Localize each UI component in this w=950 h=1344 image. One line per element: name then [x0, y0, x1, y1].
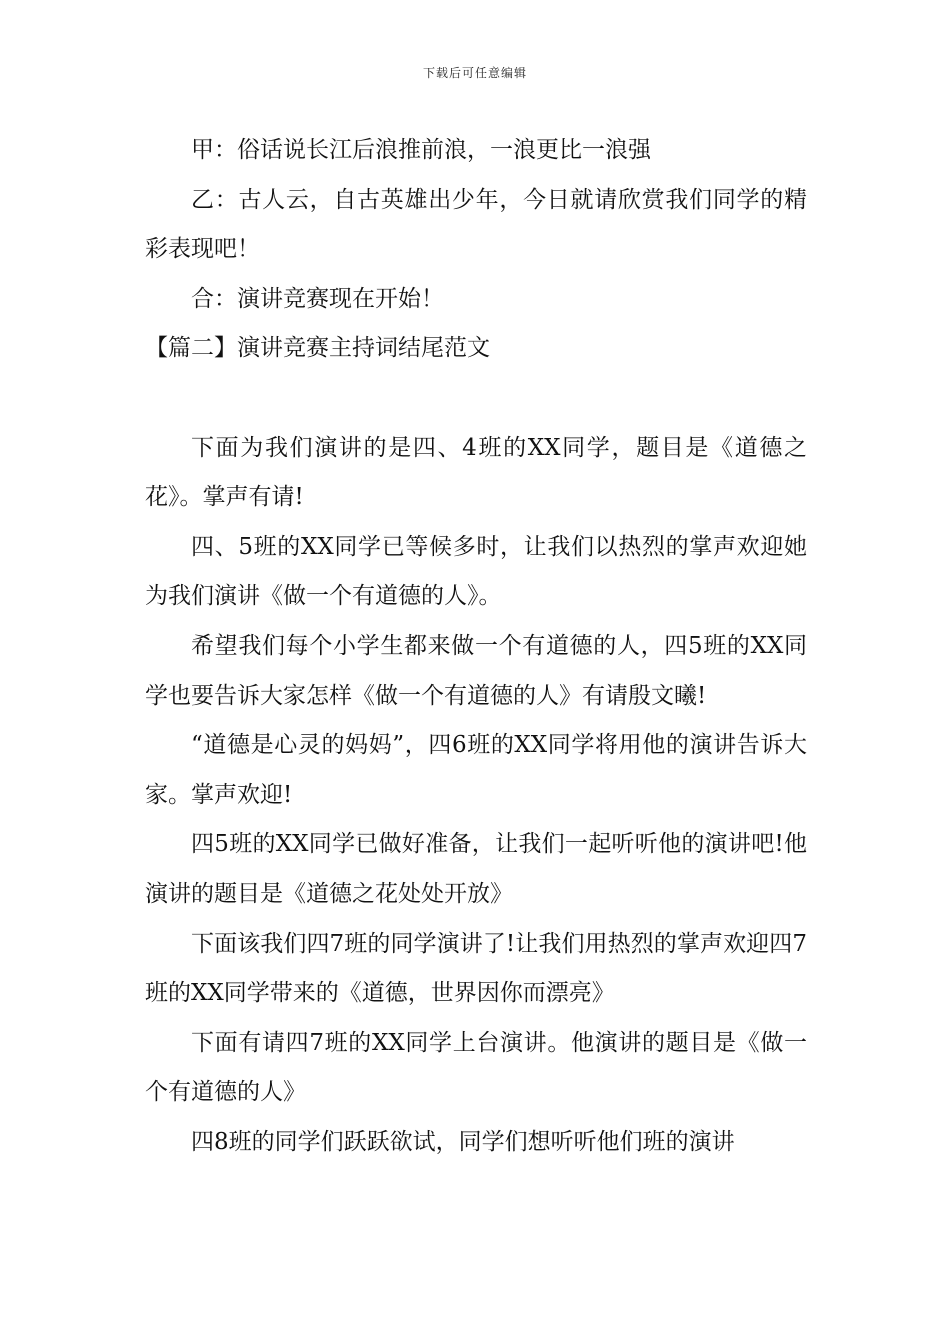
- dialogue-line-yi: 乙：古人云，自古英雄出少年，今日就请欣赏我们同学的精彩表现吧！: [145, 186, 807, 263]
- document-body: [145, 126, 807, 1167]
- paragraph-8: 四8班的同学们跃跃欲试，同学们想听听他们班的演讲: [191, 1128, 735, 1155]
- paragraph-3: 希望我们每个小学生都来做一个有道德的人，四5班的XX同学也要告诉大家怎样《做一个有道德的人》有请殷文曦!: [145, 632, 807, 709]
- page-header: 下载后可任意编辑: [422, 66, 527, 80]
- dialogue-line-jia: 甲：俗话说长江后浪推前浪，一浪更比一浪强: [191, 137, 651, 163]
- paragraph-5: 四5班的XX同学已做好准备，让我们一起听听他的演讲吧!他演讲的题目是《道德之花处处开放》: [145, 831, 807, 907]
- paragraph-4: “道德是心灵的妈妈”，四6班的XX同学将用他的演讲告诉大家。掌声欢迎!: [145, 732, 807, 808]
- paragraph-7: 下面有请四7班的XX同学上台演讲。他演讲的题目是《做一个有道德的人》: [145, 1029, 807, 1106]
- paragraph-6: 下面该我们四7班的同学演讲了!让我们用热烈的掌声欢迎四7班的XX同学带来的《道德，世界因你而漂亮》: [145, 930, 807, 1007]
- dialogue-line-he: 合：演讲竞赛现在开始！: [191, 285, 444, 312]
- paragraph-2: 四、5班的XX同学已等候多时，让我们以热烈的掌声欢迎她为我们演讲《做一个有道德的人》。: [145, 533, 807, 610]
- blank-line: [145, 374, 807, 424]
- section-title: 【篇二】演讲竞赛主持词结尾范文: [145, 335, 490, 362]
- paragraph-1: 下面为我们演讲的是四、4班的XX同学，题目是《道德之花》。掌声有请!: [145, 434, 807, 511]
